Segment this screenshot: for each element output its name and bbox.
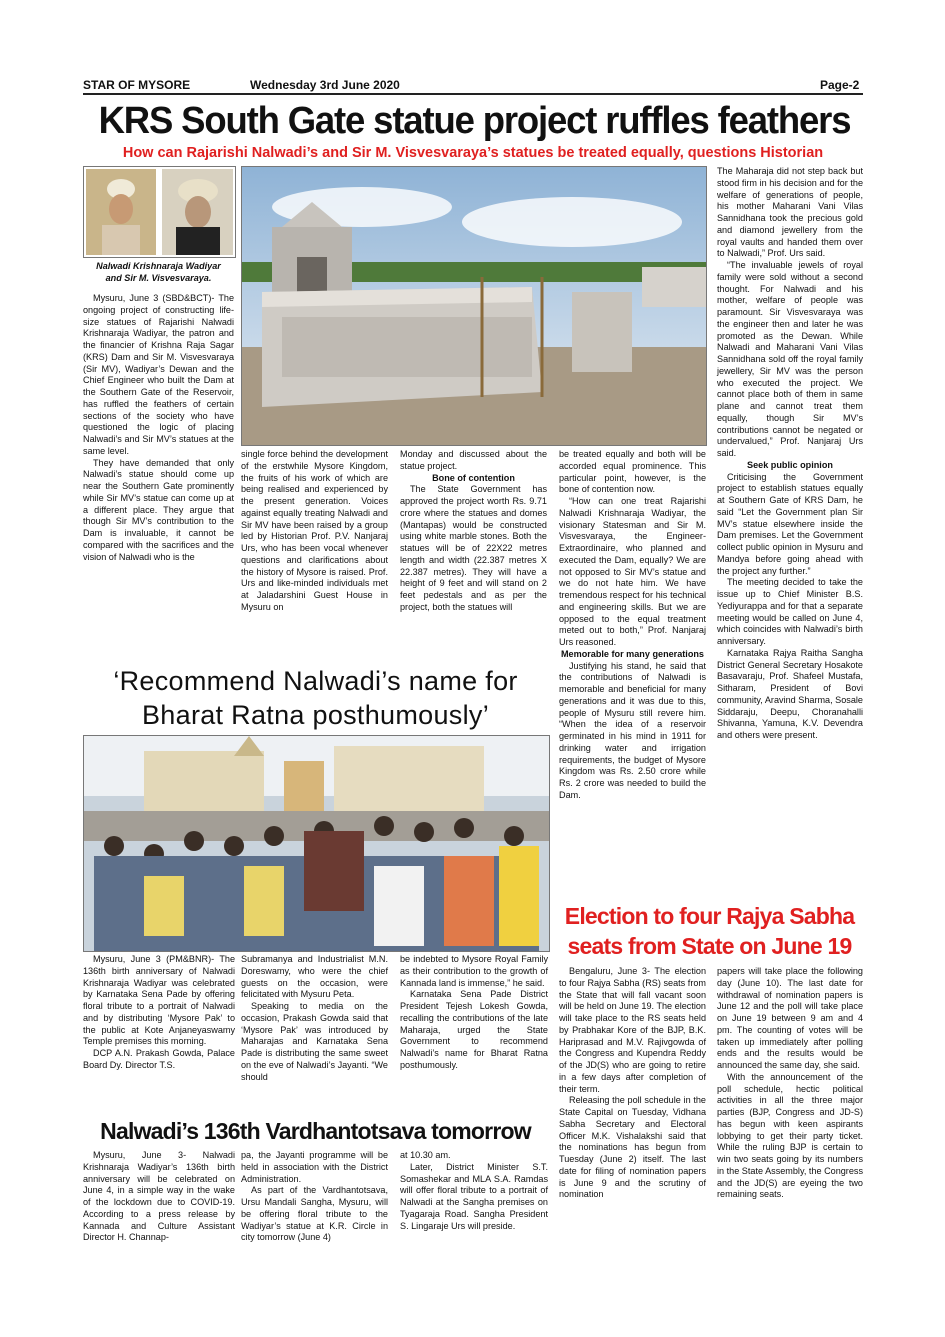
bharat-col3-para-2: Karnataka Sena Pade District President Tejesh Lokesh Gowda, recalling the contributions of the late Maharaja, urged the State Government to recommend Nalwadi’s name for Bharat Ratna posthumously. xyxy=(400,989,548,1070)
bharat-col1-para-1: Mysuru, June 3 (PM&BNR)- The 136th birth anniversary of Nalwadi Krishnaraja Wadiyar was celebrated by Karnataka Sena Pade by offering floral tribute to a portrait of Nalwadi and by distributing ‘Mysore Pak’ to the public at Kote Anjaneyaswamy Temple premises this morning. xyxy=(83,954,235,1047)
statue-site-illustration xyxy=(242,167,706,445)
lead-col5-para-1: The Maharaja did not step back but stood firm in his decision and for the welfare of generations of people, his mother Maharani Vani Vilas Sannidhana took the precious gold and diamond jewellery from the royal vaults and handed them over to Nalwadi,” Prof. Urs said. xyxy=(717,166,863,259)
paper-name: STAR OF MYSORE xyxy=(83,78,191,92)
lead-col5-subhead: Seek public opinion xyxy=(747,459,833,470)
rajya-headline-line-2: seats from State on June 19 xyxy=(567,933,852,959)
vardhantotsava-headline: Nalwadi’s 136th Vardhantotsava tomorrow xyxy=(100,1118,531,1144)
rajya-column-1 xyxy=(559,966,706,1201)
rajya-col1-para-2: Releasing the poll schedule in the State Capital on Tuesday, Vidhana Sabha Secretary and Electoral Officer M.K. Vishalakshi said that the nominations has begun from Tuesday (June 2) itself. The last date for filing of nomination papers is June 9 and the scrutiny of nomination xyxy=(559,1095,706,1200)
vardhantotsava-column-2 xyxy=(241,1150,388,1244)
celebration-photo xyxy=(83,735,550,952)
lead-col3-subhead: Bone of contention xyxy=(432,472,515,483)
lead-col3-para-2: The State Government has approved the project worth Rs. 9.71 crore where the statues and domes (Mantapas) would be constructed using white marble stones. Both the statues will be of 22X22 metres length and width (22.387 metres X 22.387 metres). They will have a height of 9 feet and will stand on 2 feet pedestals and as per the project, both the statues will xyxy=(400,484,547,612)
lead-col5-para-3: Criticising the Government project to establish statues equally at Southern Gate of KRS Dam, he said “Let the Government plan Sir MV’s statue elsewhere inside the Dam premises. Let the Government collect public opinion in Mysuru and Mandya before going ahead with the project any further.” xyxy=(717,471,863,576)
vardhantotsava-col2-para-2: As part of the Vardhantotsava, Ursu Mandali Sangha, Mysuru, will be offering floral tribute to the Wadiyar’s statue at K.R. Circle in city tomorrow (June 4) xyxy=(241,1185,388,1243)
celebration-illustration xyxy=(84,736,549,951)
portrait-caption-1: Nalwadi Krishnaraja Wadiyar xyxy=(96,261,221,271)
lead-column-2 xyxy=(241,449,388,614)
lead-column-1 xyxy=(83,293,234,563)
bharat-headline-line-2: Bharat Ratna posthumously’ xyxy=(142,700,489,730)
issue-date: Wednesday 3rd June 2020 xyxy=(250,78,400,92)
lead-col1-para-2: They have demanded that only Nalwadi’s statue should come up near the Southern Gate prominently while Sir MV’s statue can come up at a different place. They argue that though Sir MV’s contribution to the Dam is invaluable, it cannot be compared with the sacrifices and the vision of Nalwadi who is the xyxy=(83,457,234,562)
rajya-headline-line-1: Election to four Rajya Sabha xyxy=(564,903,855,929)
vardhantotsava-col3-para-1: at 10.30 am. xyxy=(400,1150,451,1160)
vardhantotsava-col3-para-2: Later, District Minister S.T. Somashekar and MLA S.A. Ramdas will offer floral tribute to a portrait of Nalwadi at the Sangha premises on Tyagaraja Road. Sangha President S. Lingaraje Urs will preside. xyxy=(400,1161,548,1231)
lead-col5-para-4: The meeting decided to take the issue up to Chief Minister B.S. Yediyurappa and for that a separate meeting would be called on June 4, which coincides with Nalwadi’s birth anniversary. xyxy=(717,577,863,646)
lead-col4-para-3: Justifying his stand, he said that the contributions of Nalwadi is memorable and beneficial for many generations and it was due to this, people of Mysuru still revere him. “When the idea of a reservoir germinated in his mind in 1911 for drinking water and irrigation requirements, the budget of Mysore Kingdom was Rs. 2.50 crore while Rs. 2 crore was needed to build the Dam. xyxy=(559,660,706,800)
portrait-caption-2: and Sir M. Visvesvaraya. xyxy=(105,273,212,283)
lead-col5-para-2: “The invaluable jewels of royal family were sold without a second thought. For Nalwadi and his mother, welfare of people was paramount. Sir Visvesvaraya was the engineer then and later he was promoted as the Dewan. While Nalwadi and Maharani Vani Vilas Sannidhana sold off the royal family jewellery, Sir MV was the person who executed the project. We cannot place both of them in same plane and cannot treat them equally, though Sir MV’s contributions cannot be negated or undervalued,” Prof. Nanjaraj Urs said. xyxy=(717,260,863,458)
rajya-col2-para-2: With the announcement of the poll schedule, hectic political activities in all the three major parties (BJP, Congress and JD-S) has begun with keen aspirants lobbying to get their party ticket. While the ruling BJP is certain to win two seats going by its numbers in the State Assembly, the Congress and the JD(S) are eyeing the two remaining seats. xyxy=(717,1071,863,1200)
bharat-column-3 xyxy=(400,954,548,1072)
lead-col4-para-1: be treated equally and both will be accorded equal prominence. This particular point, however, is the bone of contention now. xyxy=(559,449,706,495)
lead-subhead: How can Rajarishi Nalwadi’s and Sir M. Visvesvaraya’s statues be treated equally, questions Historian xyxy=(122,145,824,161)
bharat-headline-line-1: ‘Recommend Nalwadi’s name for xyxy=(113,666,518,696)
page-number: Page-2 xyxy=(820,78,860,92)
lead-column-4 xyxy=(559,449,706,802)
vardhantotsava-col1-para-1: Mysuru, June 3- Nalwadi Krishnaraja Wadiyar’s 136th birth anniversary will be celebrated on June 4, in a simple way in the wake of the lockdown due to COVID-19. According to a press release by Kannada and Culture Assistant Director H. Channap- xyxy=(83,1150,235,1243)
statue-site-photo xyxy=(241,166,707,446)
lead-col1-para-1: Mysuru, June 3 (SBD&BCT)- The ongoing project of constructing life-size statues of Rajarishi Nalwadi Krishnaraja Wadiyar, the patron and the financier of Krishna Raja Sagar (KRS) Dam and Sir M. Visvesvaraya (Sir MV), Wadiyar’s Dewan and the Chief Engineer who built the Dam at the Southern Gate of the Reservoir, has ruffled the feathers of certain sections of the society who have questioned the logic of placing Nalwadi’s and Sir MV’s statues at the same level. xyxy=(83,293,234,456)
lead-col5-para-5: Karnataka Rajya Raitha Sangha District General Secretary Hosakote Basavaraju, Prof. Shafeel Mustafa, Sitharam, President of Bovi community, Aravind Sharma, Sosale Siddaraju, Deepu, Choranahalli Shivanna, Yamuna, K.V. Devendra and others were present. xyxy=(717,647,863,740)
rajya-col1-para-1: Bengaluru, June 3- The election to four Rajya Sabha (RS) seats from the State that will fall vacant soon will be held on June 19. The election will take place to the RS seats held by Prabhakar Kore of the BJP, B.K. Hariprasad and M.V. Rajivgowda of the Congress and Kupendra Reddy of the JD(S) who are going to retire in a few days after completion of their term. xyxy=(559,966,706,1094)
lead-col4-para-2: “How can one treat Rajarishi Nalwadi Krishnaraja Wadiyar, the visionary Statesman and Sir M. Visvesvaraya, the Engineer-Extraordinaire, who planned and executed the Dam, equally? We are not opposed to Sir MV’s statue and we do not hate him. We have tremendous respect for his technical and engineering skills. But we are opposed to the equal treatment meted out to both,” Prof. Nanjaraj Urs reasoned. xyxy=(559,496,706,647)
lead-col2-para-1: single force behind the development of the erstwhile Mysore Kingdom, the fruits of his work of which are being realised and experienced by the present generation. Voices against equally treating Nalwadi and Sir MV have been raised by a group led by Historian Prof. P.V. Nanjaraj Urs, who has been vocal whenever questions and clarifications about the history of Mysore is raised. Prof. Urs and like-minded individuals met at Jaladarshini Guest House in Mysuru on xyxy=(241,449,388,612)
masthead-rule xyxy=(83,93,863,95)
portraits-photo xyxy=(83,166,236,258)
lead-column-3 xyxy=(400,449,547,614)
portraits-illustration xyxy=(84,167,235,257)
bharat-column-2 xyxy=(241,954,388,1083)
vardhantotsava-column-3 xyxy=(400,1150,548,1232)
bharat-col3-para-1: be indebted to Mysore Royal Family as their contribution to the growth of Kannada land is immense,” he said. xyxy=(400,954,548,988)
vardhantotsava-col2-para-1: pa, the Jayanti programme will be held in association with the District Administration. xyxy=(241,1150,388,1184)
bharat-col2-para-1: Subramanya and Industrialist M.N. Doreswamy, who were the chief guests on the occasion, were felicitated with Mysuru Peta. xyxy=(241,954,388,1000)
bharat-col2-para-2: Speaking to media on the occasion, Prakash Gowda said that ‘Mysore Pak’ was introduced by Maharajas and Karnataka Sena Pade is distributing the same sweet on the eve of Nalwadi’s Jayanti. “We should xyxy=(241,1001,388,1082)
rajya-column-2 xyxy=(717,966,863,1201)
lead-col3-para-1: Monday and discussed about the statue project. xyxy=(400,449,547,471)
vardhantotsava-column-1 xyxy=(83,1150,235,1244)
rajya-col2-para-1: papers will take place the following day (June 10). The last date for withdrawal of nomination papers is June 12 and the poll will take place on June 19 between 9 am and 4 pm. The counting of votes will be taken up immediately after polling ends and the results would be announced the same day, she said. xyxy=(717,966,863,1070)
lead-headline: KRS South Gate statue project ruffles feathers xyxy=(98,100,851,142)
lead-col4-subhead: Memorable for many generations xyxy=(560,648,704,659)
bharat-column-1 xyxy=(83,954,235,1072)
bharat-col1-para-2: DCP A.N. Prakash Gowda, Palace Board Dy. Director T.S. xyxy=(83,1048,235,1070)
lead-column-5 xyxy=(717,166,863,742)
